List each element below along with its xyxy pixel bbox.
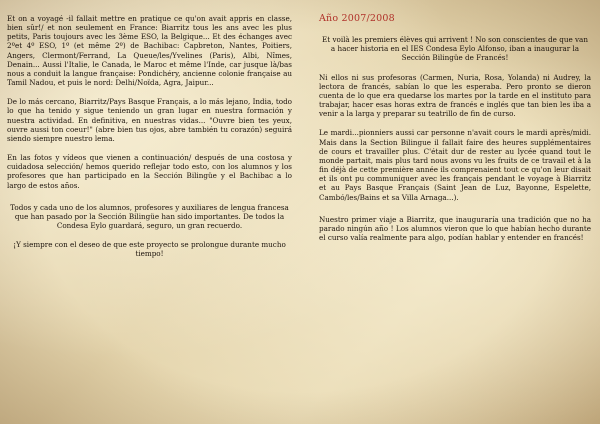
left-page <box>7 14 292 416</box>
paragraph-travels-french: Et on a voyagé -il fallait mettre en pratique ce qu'on avait appris en classe, bien sûr!/ et non seulement en France: Biarritz tous les ans avec les plus petits, Paris toujours avec les 3ème ESO, la Belgique... Et des échanges avec 2ºet 4º ESO, 1º (et même 2º) de Bachibac: Capbreton, Nantes, Poitiers, Angers, Clermont/Ferrand, La Queue/les/Yvelines (Paris), Albi, Nîmes, Denain... Aussi l'Italie, le Canada, le Maroc et même l'Inde, car jusque là/bas nous a conduit la langue française: Pondichéry, ancienne colonie française au Tamil Nadou, et puis le nord: Delhi/Noïda, Agra, Jaipur... <box>7 14 292 88</box>
paragraph-teachers: Ni ellos ni sus profesoras (Carmen, Nuria, Rosa, Yolanda) ni Audrey, la lectora de francés, sabían lo que les esperaba. Pero pronto se dieron cuenta de lo que era quedarse los martes por la tarde en el instituto para trabajar, hacer esas horas extra de francés e inglés que tan bien les iba a venir a la larga y preparar su teatrillo de fin de curso. <box>319 72 591 119</box>
paragraph-first-trip: Nuestro primer viaje a Biarritz, que inauguraría una tradición que no ha parado ningún año ! Los alumnos vieron que lo que habían hecho durante el curso valía realmente para algo, podían hablar y entender en francés! <box>319 214 591 242</box>
paragraph-closing-wish: ¡Y siempre con el deseo de que este proyecto se prolongue durante mucho tiempo! <box>13 240 286 259</box>
paragraph-photos-videos: En las fotos y vídeos que vienen a continuación/ después de una costosa y cuidadosa selección/ hemos querido reflejar todo esto, con los alumnos y los profesores que han participado en la Sección Bilingüe y el Bachibac a lo largo de estos años. <box>7 153 292 190</box>
paragraph-acknowledgement: Todos y cada uno de los alumnos, profesores y auxiliares de lengua francesa que han pasado por la Sección Bilingüe han sido importantes. De todos la Condesa Eylo guardará, seguro, un gran recuerdo. <box>10 202 289 230</box>
section-title-year: Año 2007/2008 <box>319 13 395 24</box>
right-page <box>319 14 591 416</box>
paragraph-first-students: Et voilà les premiers élèves qui arrivent ! No son conscientes de que van a hacer historia en el IES Condesa Eylo Alfonso, iban a inaugurar la Sección Bilingüe de Francés! <box>322 35 588 63</box>
paragraph-motto: De lo más cercano, Biarritz/Pays Basque Français, a lo más lejano, India, todo lo que ha tenido y sigue teniendo un gran lugar en nuestra formación y nuestra actividad. En definitiva, en nuestras vidas... "Ouvre bien tes yeux, ouvre aussi ton coeur!" (abre bien tus ojos, abre también tu corazón) seguirá siendo siempre nuestro lema. <box>7 97 292 143</box>
paragraph-tuesday-pioneers: Le mardi...pionniers aussi car personne n'avait cours le mardi après/midi. Mais dans la Section Bilingue il fallait faire des heures supplémentaires de cours et travailler plus. C'était dur de rester au lycée quand tout le monde partait, mais plus tard nous avons vu les fruits de ce travail et à la fin déjà de cette première année ils comprenaient tout ce qu'on leur disait et ils ont pu communiquer avec les français pendant le voyage à Biarritz et au Pays Basque Français (Saint Jean de Luz, Bayonne, Espelette, Cambó/les/Bains et sa Villa Arnaga...). <box>319 128 591 202</box>
